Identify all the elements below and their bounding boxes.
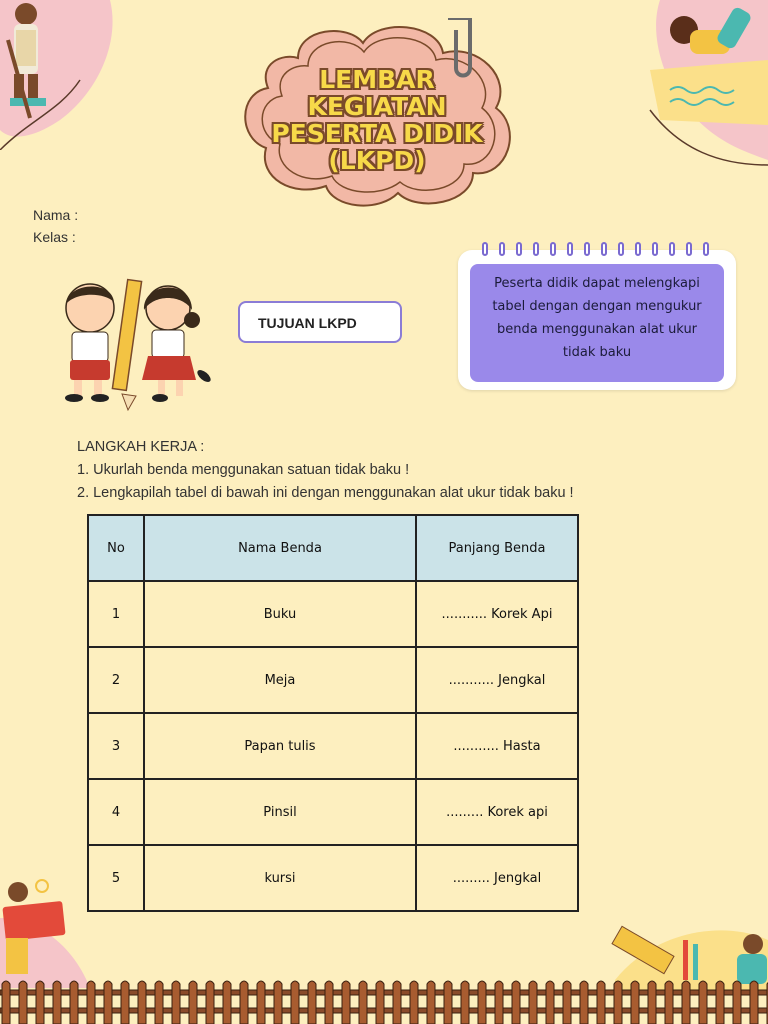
- table-row: [88, 713, 578, 779]
- fence-picket: [410, 981, 418, 1024]
- fence-picket: [699, 981, 707, 1024]
- objective-line-3: benda menggunakan alat ukur: [496, 322, 698, 337]
- page-title: [238, 66, 516, 174]
- objective-text: [478, 272, 716, 364]
- cell-name: Papan tulis: [144, 713, 416, 779]
- title-line-4: (LKPD): [328, 146, 426, 175]
- fence-picket: [19, 981, 27, 1024]
- fence-picket: [546, 981, 554, 1024]
- fence-picket: [529, 981, 537, 1024]
- title-line-3: PESERTA DIDIK: [271, 119, 483, 148]
- fence-picket: [138, 981, 146, 1024]
- fence-picket: [189, 981, 197, 1024]
- spiral-ring-icon: [567, 242, 573, 256]
- fence-picket: [750, 981, 758, 1024]
- cell-name: Buku: [144, 581, 416, 647]
- cell-length: ........... Hasta: [416, 713, 578, 779]
- fence-picket: [733, 981, 741, 1024]
- fence-picket: [206, 981, 214, 1024]
- fence-picket: [393, 981, 401, 1024]
- cell-length: ......... Jengkal: [416, 845, 578, 911]
- cell-no: 1: [88, 581, 144, 647]
- table-row: [88, 647, 578, 713]
- spiral-ring-icon: [601, 242, 607, 256]
- kids-with-pencil-illustration: [58, 270, 216, 412]
- objective-notepad: [458, 250, 736, 390]
- fence-picket: [580, 981, 588, 1024]
- fence-picket: [495, 981, 503, 1024]
- fence-picket: [614, 981, 622, 1024]
- fence-picket: [121, 981, 129, 1024]
- fence-picket: [240, 981, 248, 1024]
- cell-no: 2: [88, 647, 144, 713]
- title-line-2: KEGIATAN: [307, 92, 447, 121]
- objective-line-2: tabel dengan dengan mengukur: [492, 299, 702, 314]
- fence-picket: [716, 981, 724, 1024]
- kid-painting-illustration: [0, 0, 70, 120]
- name-label: Nama :: [33, 207, 79, 223]
- fence-picket: [631, 981, 639, 1024]
- fence-picket: [308, 981, 316, 1024]
- fence-picket: [53, 981, 61, 1024]
- fence-picket: [461, 981, 469, 1024]
- work-steps: [77, 436, 574, 505]
- spiral-ring-icon: [533, 242, 539, 256]
- cell-name: Pinsil: [144, 779, 416, 845]
- fence-picket: [648, 981, 656, 1024]
- fence-picket: [223, 981, 231, 1024]
- fence-picket: [291, 981, 299, 1024]
- objective-line-4: tidak baku: [562, 345, 632, 360]
- steps-heading: LANGKAH KERJA :: [77, 439, 205, 455]
- step-2: 2. Lengkapilah tabel di bawah ini dengan menggunakan alat ukur tidak baku !: [77, 485, 574, 501]
- header-no: No: [88, 515, 144, 581]
- header-nama-benda: Nama Benda: [144, 515, 416, 581]
- spiral-ring-icon: [584, 242, 590, 256]
- kid-writing-illustration: [650, 0, 768, 125]
- fence-picket: [359, 981, 367, 1024]
- table-row: [88, 845, 578, 911]
- spiral-ring-icon: [652, 242, 658, 256]
- spiral-ring-icon: [686, 242, 692, 256]
- fence-picket: [2, 981, 10, 1024]
- fence-picket: [478, 981, 486, 1024]
- kid-with-board-illustration: [0, 878, 100, 988]
- step-1: 1. Ukurlah benda menggunakan satuan tidak baku !: [77, 462, 410, 478]
- measurement-table: [87, 514, 579, 912]
- fence-picket: [665, 981, 673, 1024]
- table-row: [88, 779, 578, 845]
- header-panjang-benda: Panjang Benda: [416, 515, 578, 581]
- fence-picket: [682, 981, 690, 1024]
- spiral-ring-icon: [635, 242, 641, 256]
- fence-picket: [342, 981, 350, 1024]
- fence-picket: [172, 981, 180, 1024]
- table-header-row: [88, 515, 578, 581]
- fence-picket: [257, 981, 265, 1024]
- fence-picket: [70, 981, 78, 1024]
- fence-picket: [87, 981, 95, 1024]
- class-label: Kelas :: [33, 229, 76, 245]
- cell-no: 4: [88, 779, 144, 845]
- cell-name: kursi: [144, 845, 416, 911]
- cell-length: ........... Jengkal: [416, 647, 578, 713]
- table-row: [88, 581, 578, 647]
- fence-picket: [563, 981, 571, 1024]
- cell-length: ........... Korek Api: [416, 581, 578, 647]
- fence-picket: [274, 981, 282, 1024]
- fence-picket: [512, 981, 520, 1024]
- title-line-1: LEMBAR: [319, 65, 435, 94]
- cell-no: 5: [88, 845, 144, 911]
- fence-picket: [427, 981, 435, 1024]
- spiral-ring-icon: [669, 242, 675, 256]
- fence-picket: [155, 981, 163, 1024]
- spiral-ring-icon: [618, 242, 624, 256]
- fence-picket: [444, 981, 452, 1024]
- cell-length: ......... Korek api: [416, 779, 578, 845]
- spiral-ring-icon: [550, 242, 556, 256]
- student-identity: [33, 204, 78, 248]
- fence-picket: [597, 981, 605, 1024]
- spiral-ring-icon: [499, 242, 505, 256]
- lkpd-title-badge: [238, 18, 516, 208]
- spiral-ring-icon: [516, 242, 522, 256]
- picket-fence-decoration: [0, 978, 768, 1024]
- fence-picket: [36, 981, 44, 1024]
- spiral-ring-icon: [703, 242, 709, 256]
- tujuan-lkpd-text: TUJUAN LKPD: [258, 315, 357, 331]
- fence-picket: [104, 981, 112, 1024]
- tujuan-lkpd-label: [238, 301, 402, 343]
- cell-no: 3: [88, 713, 144, 779]
- cell-name: Meja: [144, 647, 416, 713]
- fence-picket: [376, 981, 384, 1024]
- objective-line-1: Peserta didik dapat melengkapi: [494, 276, 700, 291]
- fence-picket: [325, 981, 333, 1024]
- objective-box: [470, 264, 724, 382]
- spiral-ring-icon: [482, 242, 488, 256]
